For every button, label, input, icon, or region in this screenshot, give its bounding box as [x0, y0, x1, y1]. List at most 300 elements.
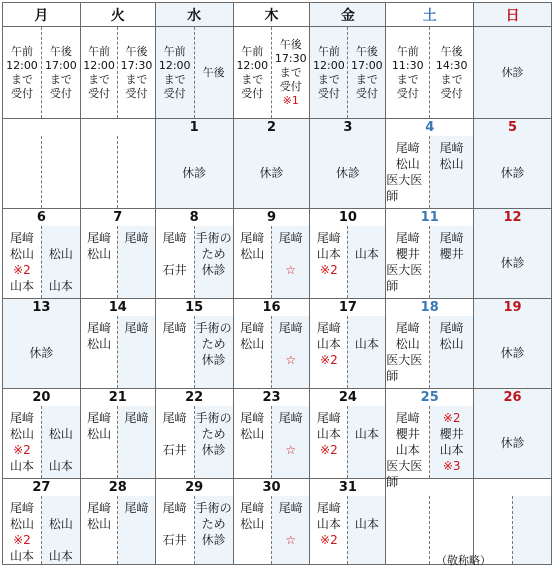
morning-doctors: [234, 496, 271, 564]
morning-doctors: [386, 136, 429, 208]
doctor-name: [59, 262, 63, 278]
day-number: 22: [185, 390, 204, 405]
hours-pm: [271, 27, 309, 118]
doctor-name: [173, 516, 177, 532]
doctor-name: 尾﨑: [124, 411, 149, 425]
closed-label: 休診: [335, 165, 360, 180]
morning-doctors: [234, 316, 271, 388]
weekday-thu: 木: [234, 3, 311, 27]
doctor-name: 尾﨑: [278, 411, 303, 425]
afternoon-doctors: [429, 226, 473, 298]
doctor-name: 尾﨑: [87, 411, 112, 425]
week-row: [2, 209, 552, 299]
doctor-name: 手術の: [195, 321, 232, 335]
doctor-name: 松山: [87, 337, 112, 351]
empty-slot: [3, 136, 41, 208]
note-mark: ※2: [320, 353, 338, 367]
doctor-name: 尾﨑: [240, 411, 265, 425]
empty-slot: [81, 136, 117, 208]
day-number: 4: [425, 120, 435, 135]
day-cell: [234, 209, 311, 299]
day-body: [3, 496, 80, 564]
day-body: [234, 496, 310, 564]
day-cell: [81, 119, 156, 209]
hours-am: 午前 12:00 まで 受付: [6, 44, 38, 100]
doctor-name: 山本: [354, 247, 379, 261]
day-number: 28: [108, 480, 127, 495]
day-cell: [474, 299, 552, 389]
day-number: 1: [189, 120, 199, 135]
hours-closed: 休診: [501, 65, 524, 79]
doctor-name: 松山: [48, 427, 73, 441]
day-body: [474, 316, 551, 388]
empty-slot: [41, 136, 80, 208]
doctor-name: [173, 246, 177, 262]
afternoon-doctors: [194, 226, 233, 298]
doctor-name: 休診: [201, 533, 226, 547]
star-mark: ☆: [285, 443, 297, 457]
doctor-name: 櫻井: [395, 247, 420, 261]
day-cell: [81, 479, 156, 565]
morning-doctors: [81, 406, 117, 478]
doctor-name: [59, 532, 63, 548]
day-number: 9: [266, 210, 277, 225]
weeks-container: [2, 119, 552, 565]
note-mark: ※2: [13, 443, 31, 457]
morning-doctors: [3, 406, 41, 478]
day-body: [156, 136, 233, 208]
doctor-name: 休診: [201, 353, 226, 367]
doctor-name: 尾﨑: [278, 321, 303, 335]
weekday-sun: 日: [474, 3, 552, 27]
doctor-name: 尾﨑: [9, 231, 34, 245]
doctor-name: 尾﨑: [9, 411, 34, 425]
star-mark: ☆: [285, 533, 297, 547]
day-cell: [3, 209, 81, 299]
day-cell: [234, 479, 311, 565]
doctor-name: 尾﨑: [395, 141, 420, 155]
morning-doctors: [310, 496, 347, 564]
doctor-name: 尾﨑: [240, 231, 265, 245]
closed-label: 休診: [500, 345, 525, 360]
day-cell: [386, 299, 474, 389]
morning-doctors: [156, 316, 194, 388]
day-number: 7: [113, 210, 123, 225]
doctor-name: 松山: [439, 337, 464, 351]
hours-am: 午前 12:00 まで 受付: [236, 44, 269, 100]
day-cell: [474, 389, 552, 479]
note-mark: ※2: [13, 263, 31, 277]
day-number: 21: [108, 390, 127, 405]
doctor-name: 山本: [316, 517, 341, 531]
day-body: [474, 406, 551, 478]
day-body: [386, 136, 473, 208]
afternoon-doctors: [271, 226, 309, 298]
doctor-name: 医大医師: [386, 173, 423, 203]
doctor-name: [289, 426, 293, 442]
day-number: 8: [189, 210, 199, 225]
morning-doctors: [81, 496, 117, 564]
day-number: 17: [338, 300, 357, 315]
day-number: 23: [262, 390, 281, 405]
hours-mon: [3, 27, 81, 119]
day-cell: [156, 299, 234, 389]
morning-doctors: [234, 226, 271, 298]
weekday-tue: 火: [81, 3, 156, 27]
day-number: [81, 119, 155, 136]
doctor-name: 山本: [48, 549, 73, 563]
doctor-name: 休診: [201, 263, 226, 277]
afternoon-doctors: [41, 406, 80, 478]
doctor-name: ため: [201, 247, 226, 261]
day-cell: [310, 299, 386, 389]
afternoon-doctors: [429, 316, 473, 388]
morning-doctors: [156, 406, 194, 478]
hours-pm: 午後 17:00 まで 受付: [41, 27, 80, 118]
doctor-name: 尾﨑: [395, 321, 420, 335]
day-number: 26: [503, 390, 522, 405]
day-body: [386, 226, 473, 298]
morning-doctors: [3, 226, 41, 298]
morning-doctors: [81, 316, 117, 388]
afternoon-doctors: [429, 406, 473, 478]
day-cell: [474, 119, 552, 209]
morning-doctors: [386, 316, 429, 388]
doctor-name: 医大医師: [386, 353, 423, 383]
doctor-name: 尾﨑: [278, 231, 303, 245]
afternoon-doctors: [194, 316, 233, 388]
doctor-name: 尾﨑: [395, 231, 420, 245]
day-body: [156, 496, 233, 564]
doctor-name: 松山: [240, 427, 265, 441]
day-body: [81, 496, 155, 564]
day-body: [156, 316, 233, 388]
hours-fri: [310, 27, 386, 119]
doctor-name: 松山: [87, 427, 112, 441]
day-body: [386, 316, 473, 388]
morning-doctors: [156, 226, 194, 298]
doctor-name: [289, 246, 293, 262]
day-cell: [474, 209, 552, 299]
afternoon-doctors: [347, 316, 385, 388]
doctor-name: 櫻井: [439, 427, 464, 441]
day-number: 19: [503, 300, 522, 315]
week-row: [2, 299, 552, 389]
day-number: 18: [420, 300, 439, 315]
footnote-mark: ※1: [282, 93, 299, 107]
doctor-name: 山本: [48, 459, 73, 473]
doctor-name: 山本: [48, 279, 73, 293]
day-cell: [310, 389, 386, 479]
star-mark: ☆: [285, 353, 297, 367]
doctor-name: [365, 410, 369, 426]
day-body: [3, 136, 80, 208]
hours-pm: 午後 17:30 まで 受付: [117, 27, 154, 118]
closed-label: 休診: [259, 165, 284, 180]
day-cell: [386, 209, 474, 299]
day-number: 10: [338, 210, 357, 225]
day-number: 12: [503, 210, 522, 225]
doctor-name: 松山: [395, 157, 420, 171]
closed-label: 休診: [500, 255, 525, 270]
day-cell: [81, 299, 156, 389]
doctor-name: 尾﨑: [316, 501, 341, 515]
note-mark: ※2: [320, 533, 338, 547]
doctor-name: 松山: [240, 247, 265, 261]
doctor-name: 尾﨑: [316, 321, 341, 335]
afternoon-doctors: [271, 496, 309, 564]
day-body: [156, 406, 233, 478]
note-mark: ※2: [320, 263, 338, 277]
hours-am: 午前 12:00 まで 受付: [158, 44, 191, 100]
doctor-name: 松山: [9, 247, 34, 261]
doctor-name: 尾﨑: [87, 231, 112, 245]
doctor-name: 松山: [395, 337, 420, 351]
footnote: （敬称略）: [436, 554, 491, 567]
day-body: [156, 226, 233, 298]
doctor-name: 尾﨑: [9, 501, 34, 515]
day-body: [310, 316, 385, 388]
doctor-name: 松山: [439, 157, 464, 171]
day-number: 5: [508, 120, 518, 135]
hours-am: 午前 12:00 まで 受付: [83, 44, 115, 100]
note-mark: ※2: [320, 443, 338, 457]
doctor-name: [59, 442, 63, 458]
empty-slot: [386, 496, 429, 564]
morning-doctors: [386, 226, 429, 298]
day-body: [3, 316, 80, 388]
day-number: 2: [266, 120, 277, 135]
doctor-name: [59, 410, 63, 426]
doctor-name: 山本: [395, 443, 420, 457]
day-number: 29: [185, 480, 204, 495]
hours-wed: [156, 27, 234, 119]
day-body: [310, 406, 385, 478]
doctor-name: [59, 230, 63, 246]
weekday-sat: 土: [386, 3, 474, 27]
doctor-name: [365, 320, 369, 336]
day-number: 20: [32, 390, 51, 405]
doctor-name: 休診: [201, 443, 226, 457]
doctor-name: 櫻井: [395, 427, 420, 441]
day-cell: [3, 119, 81, 209]
afternoon-doctors: [347, 406, 385, 478]
doctor-name: 尾﨑: [124, 501, 149, 515]
day-body: [81, 226, 155, 298]
hours-thu: [234, 27, 311, 119]
doctor-name: 尾﨑: [240, 321, 265, 335]
doctor-name: 山本: [354, 337, 379, 351]
day-number: [386, 479, 473, 496]
day-number: 24: [338, 390, 357, 405]
weekday-mon: 月: [3, 3, 81, 27]
morning-doctors: [156, 496, 194, 564]
afternoon-doctors: [194, 406, 233, 478]
day-cell: [3, 389, 81, 479]
hours-pm: 午後 14:30 まで 受付: [429, 27, 473, 118]
afternoon-doctors: [347, 496, 385, 564]
afternoon-doctors: [429, 136, 473, 208]
day-number: 3: [343, 120, 353, 135]
doctor-name: 松山: [87, 247, 112, 261]
doctor-name: 尾﨑: [439, 231, 464, 245]
day-body: [234, 136, 310, 208]
hours-pm: 午後: [194, 27, 233, 118]
doctor-name: 手術の: [195, 501, 232, 515]
doctor-name: [365, 500, 369, 516]
day-cell: [310, 479, 386, 565]
note-mark: ※2: [13, 533, 31, 547]
day-number: 25: [420, 390, 439, 405]
hours-sun: [474, 27, 552, 119]
day-number: 15: [185, 300, 204, 315]
morning-doctors: [386, 406, 429, 489]
doctor-name: 山本: [9, 459, 34, 473]
day-cell: [234, 389, 311, 479]
empty-slot: [512, 496, 551, 564]
day-body: [310, 496, 385, 564]
day-number: 31: [338, 480, 357, 495]
day-cell: [156, 119, 234, 209]
hours-sat: [386, 27, 474, 119]
afternoon-doctors: [271, 406, 309, 478]
star-mark: ☆: [285, 263, 297, 277]
hours-pm-text: 午後 17:30 まで 受付: [274, 37, 307, 93]
closed-label: 休診: [500, 435, 525, 450]
doctor-name: 尾﨑: [162, 411, 187, 425]
doctor-name: 松山: [9, 427, 34, 441]
afternoon-doctors: [41, 226, 80, 298]
afternoon-doctors: [117, 496, 154, 564]
note-mark: ※2: [442, 411, 461, 425]
doctor-name: 尾﨑: [124, 231, 149, 245]
afternoon-doctors: [117, 226, 154, 298]
day-cell: [3, 479, 81, 565]
day-body: [81, 316, 155, 388]
day-number: 6: [36, 210, 46, 225]
doctor-name: 松山: [9, 517, 34, 531]
doctor-name: 山本: [354, 517, 379, 531]
doctor-name: 尾﨑: [439, 141, 464, 155]
doctor-name: 尾﨑: [395, 411, 420, 425]
doctor-name: 尾﨑: [316, 231, 341, 245]
day-cell: [81, 389, 156, 479]
morning-doctors: [81, 226, 117, 298]
day-body: [310, 136, 385, 208]
morning-doctors: [310, 406, 347, 478]
day-body: [81, 136, 155, 208]
doctor-name: 尾﨑: [87, 501, 112, 515]
day-cell: [310, 209, 386, 299]
doctor-name: 尾﨑: [124, 321, 149, 335]
doctor-name: 手術の: [195, 411, 232, 425]
doctor-name: 尾﨑: [162, 501, 187, 515]
day-number: [3, 119, 80, 136]
doctor-name: 医大医師: [386, 263, 423, 293]
doctor-name: 山本: [354, 427, 379, 441]
day-number: 11: [420, 210, 439, 225]
doctor-name: 山本: [9, 279, 34, 293]
day-body: [474, 136, 551, 208]
day-body: [474, 226, 551, 298]
doctor-name: 尾﨑: [240, 501, 265, 515]
doctor-name: 手術の: [195, 231, 232, 245]
morning-doctors: [3, 496, 41, 564]
doctor-name: 松山: [48, 517, 73, 531]
day-body: [310, 226, 385, 298]
day-number: 30: [262, 480, 281, 495]
closed-label: 休診: [182, 165, 207, 180]
doctor-name: [365, 230, 369, 246]
doctor-name: 松山: [240, 337, 265, 351]
afternoon-doctors: [347, 226, 385, 298]
doctor-name: 松山: [48, 247, 73, 261]
reception-hours-row: [2, 27, 552, 119]
afternoon-doctors: [194, 496, 233, 564]
doctor-name: 石井: [162, 263, 187, 277]
doctor-name: 尾﨑: [439, 321, 464, 335]
day-number: [474, 479, 551, 496]
weekday-wed: 水: [156, 3, 234, 27]
doctor-name: 松山: [240, 517, 265, 531]
day-cell: [386, 119, 474, 209]
morning-doctors: [234, 406, 271, 478]
schedule-calendar: [2, 2, 552, 565]
afternoon-doctors: [117, 406, 154, 478]
week-row: [2, 119, 552, 209]
doctor-name: 尾﨑: [316, 411, 341, 425]
doctor-name: 尾﨑: [87, 321, 112, 335]
day-number: 13: [32, 300, 51, 315]
day-number: 16: [262, 300, 281, 315]
doctor-name: 山本: [439, 443, 464, 457]
day-number: 27: [32, 480, 51, 495]
afternoon-doctors: [41, 496, 80, 564]
hours-pm: 午後 17:00 まで 受付: [347, 27, 385, 118]
doctor-name: 松山: [87, 517, 112, 531]
hours-am: 午前 11:30 まで 受付: [391, 44, 424, 100]
day-cell: [234, 119, 311, 209]
afternoon-doctors: [271, 316, 309, 388]
day-body: [81, 406, 155, 478]
empty-slot: [117, 136, 154, 208]
morning-doctors: [310, 316, 347, 388]
day-body: [234, 406, 310, 478]
day-body: [234, 316, 310, 388]
doctor-name: 石井: [162, 443, 187, 457]
note-mark: ※3: [442, 459, 461, 473]
doctor-name: 石井: [162, 533, 187, 547]
doctor-name: 尾﨑: [278, 501, 303, 515]
weekday-header-row: [2, 2, 552, 27]
closed-label: 休診: [29, 345, 54, 360]
day-body: [234, 226, 310, 298]
doctor-name: 山本: [9, 549, 34, 563]
day-cell: [3, 299, 81, 389]
day-body: [3, 226, 80, 298]
doctor-name: 山本: [316, 337, 341, 351]
day-body: [386, 406, 473, 489]
day-cell: [81, 209, 156, 299]
doctor-name: [173, 426, 177, 442]
day-cell: [386, 389, 474, 489]
doctor-name: 山本: [316, 247, 341, 261]
day-cell: [234, 299, 311, 389]
doctor-name: 尾﨑: [162, 231, 187, 245]
day-cell: [310, 119, 386, 209]
day-number: 14: [108, 300, 127, 315]
day-cell: [156, 389, 234, 479]
